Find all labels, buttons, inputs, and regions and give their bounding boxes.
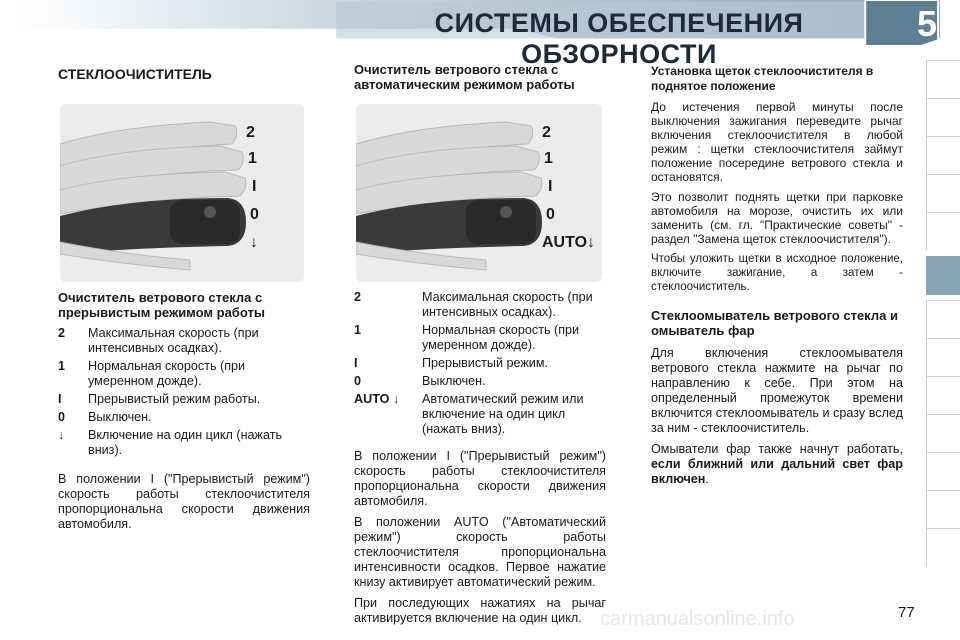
column-1 [58,66,316,83]
lever-label-auto: AUTO↓ [542,234,596,251]
lever-label-down: ↓ [250,234,258,251]
legend-text: Включение на один цикл (нажать вниз). [88,428,283,457]
lever-label-0: 0 [546,206,555,223]
column-1-text [58,290,310,532]
legend-text: Нормальная скорость (при умеренном дожде). [422,323,580,352]
legend-key: 0 [58,410,66,424]
legend-text: Прерывистый режим работы. [88,392,261,406]
chapter-tab[interactable] [926,414,960,453]
legend-text: Автоматический режим или включение на один цикл (нажать вниз). [422,392,584,436]
chapter-tab[interactable] [926,212,960,251]
legend-key: 1 [354,323,362,337]
column-2-text [354,290,606,626]
auto-mode-paragraph: В положении AUTO ("Автоматический режим") скорость работы стеклоочистителя пропорциональна интенсивности осадков. Первое нажатие книзу активирует автоматический режим. [354,515,606,589]
headlamp-washer-condition: если ближний или дальний свет фар включен [651,457,903,486]
chapter-tab[interactable] [926,174,960,213]
page-title: СИСТЕМЫ ОБЕСПЕЧЕНИЯ ОБЗОРНОСТИ [434,8,804,69]
chapter-tab[interactable] [926,98,960,137]
intermittent-paragraph: В положении I ("Прерывистый режим") скорость работы стеклоочистителя пропорциональна скорости движения автомобиля. [58,472,310,531]
legend-1 [58,326,310,458]
legend-key: I [354,356,358,370]
legend-key: I [58,392,62,406]
lever-illustration [60,104,304,282]
raised-paragraph-1: До истечения первой минуты после выключения зажигания переведите рычаг включения стеклоочистителя в любой режим : щетки стеклоочистителя займут положение посередине ветрового стекла и остановятся. [651,100,903,184]
intermittent-wiper-heading: Очиститель ветрового стекла с прерывистым режимом работы [58,290,265,320]
wiper-lever-figure [60,104,304,282]
auto-lever-illustration [356,104,602,282]
chapter-tab[interactable] [926,338,960,377]
chapter-tab[interactable] [926,136,960,175]
raised-paragraph-2: Это позволит поднять щетки при парковке автомобиля на морозе, очистить их или заменить (см. гл. "Практические советы" - раздел "Замена щеток стеклоочистителя"). [651,190,903,246]
headlamp-washer-suffix: . [705,472,709,486]
chapter-tab-active[interactable] [926,256,960,295]
single-cycle-paragraph: При последующих нажатиях на рычаг активируется включение на один цикл. [354,596,606,625]
lever-label-2: 2 [246,124,255,141]
legend-text: Прерывистый режим. [422,356,548,370]
lever-label-intermittent: I [548,178,553,195]
watermark: carmanualsonline.info [600,608,795,630]
intermittent-paragraph-2: В положении I ("Прерывистый режим") скорость работы стеклоочистителя пропорциональна скорости движения автомобиля. [354,449,606,508]
lever-label-1: 1 [544,150,553,167]
washer-paragraph: Для включения стеклоомывателя ветрового стекла нажмите на рычаг по направлению к себе. При этом на определенный промежуток времени включится стеклоомыватель и сразу вслед за ним - стеклоочиститель. [651,346,903,435]
lever-label-1: 1 [248,150,257,167]
chapter-tab[interactable] [926,490,960,529]
page-number: 77 [898,604,915,621]
column-3 [651,64,903,294]
chapter-tab[interactable] [926,60,960,99]
legend-key: 2 [58,326,66,340]
chapter-tab[interactable] [926,452,960,491]
legend-key: 1 [58,359,66,373]
section-heading-wiper: СТЕКЛООЧИСТИТЕЛЬ [58,66,212,82]
lever-label-intermittent: I [252,178,257,195]
chapter-number: 5 [916,3,938,44]
legend-key: 2 [354,290,362,304]
lever-label-2: 2 [542,124,551,141]
legend-text: Нормальная скорость (при умеренном дожде). [88,359,246,388]
legend-key: AUTO ↓ [354,392,400,406]
legend-key: 0 [354,374,362,388]
chapter-tab[interactable] [926,300,960,339]
column-3-washer [651,308,903,487]
auto-wiper-lever-figure [356,104,602,282]
headlamp-washer-paragraph [651,442,903,487]
legend-text: Выключен. [88,410,152,424]
lever-label-0: 0 [250,206,259,223]
legend-text: Выключен. [422,374,486,388]
raised-paragraph-3: Чтобы уложить щетки в исходное положение, включите зажигание, а затем - стеклоочиститель. [651,253,903,293]
column-2 [354,62,606,92]
washer-heading: Стеклоомыватель ветрового стекла и омыватель фар [651,308,898,338]
chapter-tab[interactable] [926,376,960,415]
chapter-tab[interactable] [926,528,960,567]
chapter-tabs [926,60,960,580]
raised-position-heading: Установка щеток стеклоочистителя в поднятое положение [651,64,874,93]
legend-2 [354,290,606,437]
legend-text: Максимальная скорость (при интенсивных осадках). [422,290,593,319]
legend-key: ↓ [58,428,65,442]
headlamp-washer-text: Омыватели фар также начнут работать, [651,442,903,456]
auto-wiper-heading: Очиститель ветрового стекла с автоматическим режимом работы [354,62,575,92]
legend-text: Максимальная скорость (при интенсивных осадках). [88,326,259,355]
